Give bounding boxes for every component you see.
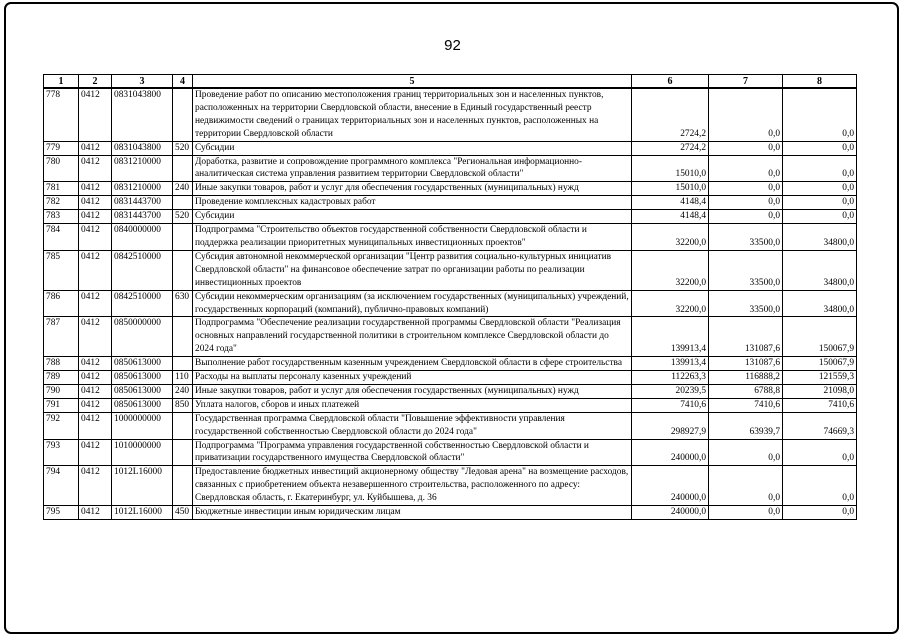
expense-type-cell (173, 466, 193, 506)
section-code-cell: 0412 (79, 182, 112, 196)
amount-col7-cell: 0,0 (709, 196, 783, 210)
amount-col7-cell: 63939,7 (709, 412, 783, 439)
amount-col7-cell: 0,0 (709, 506, 783, 520)
budget-table (43, 74, 857, 520)
amount-col8-cell: 0,0 (783, 466, 857, 506)
table-row (44, 210, 857, 224)
amount-col7-cell: 33500,0 (709, 224, 783, 251)
row-number-cell: 790 (44, 384, 79, 398)
amount-col8-cell: 150067,9 (783, 357, 857, 371)
item-name-cell: Доработка, развитие и сопровождение программного комплекса "Региональная информационно-аналитическая система управления развитием территории Свердловской области" (193, 155, 632, 182)
row-number-cell: 778 (44, 88, 79, 141)
expense-type-cell: 110 (173, 371, 193, 385)
table-row (44, 317, 857, 357)
expense-type-cell (173, 439, 193, 466)
item-name-cell: Проведение работ по описанию местоположения границ территориальных зон и населенных пунктов, расположенных на территории Свердловской области, внесение в Единый государственный реестр недвижимости сведений о границах территориальных зон и населенных пунктов, расположенных на территории Свердловской области (193, 88, 632, 141)
section-code-cell: 0412 (79, 384, 112, 398)
amount-col7-cell: 0,0 (709, 439, 783, 466)
col-header-6: 6 (632, 75, 709, 89)
amount-col8-cell: 121559,3 (783, 371, 857, 385)
col-header-7: 7 (709, 75, 783, 89)
amount-col8-cell: 34800,0 (783, 250, 857, 290)
table-row (44, 290, 857, 317)
target-article-cell: 0840000000 (112, 224, 173, 251)
table-row (44, 196, 857, 210)
row-number-cell: 782 (44, 196, 79, 210)
target-article-cell: 0831210000 (112, 155, 173, 182)
expense-type-cell (173, 317, 193, 357)
table-row (44, 250, 857, 290)
target-article-cell: 0831210000 (112, 182, 173, 196)
row-number-cell: 784 (44, 224, 79, 251)
target-article-cell: 0850613000 (112, 357, 173, 371)
target-article-cell: 0831043800 (112, 88, 173, 141)
section-code-cell: 0412 (79, 290, 112, 317)
expense-type-cell: 520 (173, 210, 193, 224)
amount-col6-cell: 7410,6 (632, 398, 709, 412)
amount-col6-cell: 112263,3 (632, 371, 709, 385)
item-name-cell: Расходы на выплаты персоналу казенных учреждений (193, 371, 632, 385)
row-number-cell: 785 (44, 250, 79, 290)
amount-col7-cell: 6788,8 (709, 384, 783, 398)
expense-type-cell (173, 412, 193, 439)
col-header-1: 1 (44, 75, 79, 89)
amount-col8-cell: 74669,3 (783, 412, 857, 439)
amount-col7-cell: 131087,6 (709, 357, 783, 371)
section-code-cell: 0412 (79, 371, 112, 385)
item-name-cell: Государственная программа Свердловской области "Повышение эффективности управления государственной собственностью Свердловской области до 2024 года" (193, 412, 632, 439)
section-code-cell: 0412 (79, 439, 112, 466)
item-name-cell: Иные закупки товаров, работ и услуг для обеспечения государственных (муниципальных) нужд (193, 384, 632, 398)
target-article-cell: 1012L16000 (112, 506, 173, 520)
item-name-cell: Предоставление бюджетных инвестиций акционерному обществу "Ледовая арена" на возмещение расходов, связанных с приобретением объекта незавершенного строительства, расположенного по адресу: Свердловская область, г. Екатеринбург, ул. Куйбышева, д. 36 (193, 466, 632, 506)
target-article-cell: 0831443700 (112, 196, 173, 210)
section-code-cell: 0412 (79, 224, 112, 251)
amount-col6-cell: 240000,0 (632, 439, 709, 466)
expense-type-cell: 450 (173, 506, 193, 520)
amount-col8-cell: 150067,9 (783, 317, 857, 357)
target-article-cell: 0831443700 (112, 210, 173, 224)
row-number-cell: 787 (44, 317, 79, 357)
row-number-cell: 786 (44, 290, 79, 317)
section-code-cell: 0412 (79, 155, 112, 182)
amount-col7-cell: 0,0 (709, 182, 783, 196)
row-number-cell: 791 (44, 398, 79, 412)
amount-col7-cell: 131087,6 (709, 317, 783, 357)
amount-col6-cell: 240000,0 (632, 466, 709, 506)
amount-col6-cell: 4148,4 (632, 210, 709, 224)
item-name-cell: Подпрограмма "Строительство объектов государственной собственности Свердловской области и поддержка реализации приоритетных муниципальных инвестиционных проектов" (193, 224, 632, 251)
item-name-cell: Подпрограмма "Программа управления государственной собственностью Свердловской области и приватизации государственного имущества Свердловской области" (193, 439, 632, 466)
col-header-2: 2 (79, 75, 112, 89)
amount-col7-cell: 0,0 (709, 141, 783, 155)
amount-col6-cell: 32200,0 (632, 290, 709, 317)
col-header-5: 5 (193, 75, 632, 89)
amount-col8-cell: 0,0 (783, 141, 857, 155)
amount-col6-cell: 32200,0 (632, 224, 709, 251)
expense-type-cell: 240 (173, 384, 193, 398)
amount-col8-cell: 0,0 (783, 88, 857, 141)
item-name-cell: Выполнение работ государственным казенным учреждением Свердловской области в сфере строительства (193, 357, 632, 371)
amount-col7-cell: 0,0 (709, 88, 783, 141)
amount-col8-cell: 21098,0 (783, 384, 857, 398)
row-number-cell: 795 (44, 506, 79, 520)
amount-col7-cell: 0,0 (709, 210, 783, 224)
section-code-cell: 0412 (79, 506, 112, 520)
amount-col7-cell: 116888,2 (709, 371, 783, 385)
amount-col6-cell: 32200,0 (632, 250, 709, 290)
item-name-cell: Подпрограмма "Обеспечение реализации государственной программы Свердловской области "Реализация основных направлений государственной политики в строительном комплексе Свердловской области до 2024 года" (193, 317, 632, 357)
amount-col6-cell: 240000,0 (632, 506, 709, 520)
amount-col7-cell: 0,0 (709, 155, 783, 182)
target-article-cell: 0831043800 (112, 141, 173, 155)
target-article-cell: 1000000000 (112, 412, 173, 439)
section-code-cell: 0412 (79, 466, 112, 506)
section-code-cell: 0412 (79, 317, 112, 357)
amount-col6-cell: 2724,2 (632, 88, 709, 141)
amount-col7-cell: 33500,0 (709, 290, 783, 317)
row-number-cell: 794 (44, 466, 79, 506)
col-header-4: 4 (173, 75, 193, 89)
target-article-cell: 0850613000 (112, 398, 173, 412)
amount-col8-cell: 0,0 (783, 210, 857, 224)
expense-type-cell (173, 155, 193, 182)
table-row (44, 224, 857, 251)
row-number-cell: 781 (44, 182, 79, 196)
expense-type-cell (173, 88, 193, 141)
table-row (44, 412, 857, 439)
expense-type-cell: 850 (173, 398, 193, 412)
amount-col8-cell: 7410,6 (783, 398, 857, 412)
expense-type-cell (173, 196, 193, 210)
target-article-cell: 0842510000 (112, 250, 173, 290)
table-row (44, 384, 857, 398)
amount-col6-cell: 15010,0 (632, 182, 709, 196)
row-number-cell: 789 (44, 371, 79, 385)
amount-col8-cell: 0,0 (783, 439, 857, 466)
item-name-cell: Субсидия автономной некоммерческой организации "Центр развития социально-культурных инициатив Свердловской области" на финансовое обеспечение затрат по организации работы по реализации инвестиционных проектов (193, 250, 632, 290)
col-header-8: 8 (783, 75, 857, 89)
target-article-cell: 0850613000 (112, 384, 173, 398)
amount-col7-cell: 0,0 (709, 466, 783, 506)
amount-col6-cell: 139913,4 (632, 357, 709, 371)
section-code-cell: 0412 (79, 250, 112, 290)
table-row (44, 155, 857, 182)
row-number-cell: 793 (44, 439, 79, 466)
row-number-cell: 780 (44, 155, 79, 182)
row-number-cell: 792 (44, 412, 79, 439)
expense-type-cell (173, 224, 193, 251)
section-code-cell: 0412 (79, 357, 112, 371)
amount-col6-cell: 4148,4 (632, 196, 709, 210)
target-article-cell: 0842510000 (112, 290, 173, 317)
amount-col8-cell: 0,0 (783, 182, 857, 196)
target-article-cell: 1012L16000 (112, 466, 173, 506)
item-name-cell: Проведение комплексных кадастровых работ (193, 196, 632, 210)
row-number-cell: 779 (44, 141, 79, 155)
table-row (44, 141, 857, 155)
row-number-cell: 783 (44, 210, 79, 224)
col-header-3: 3 (112, 75, 173, 89)
amount-col8-cell: 0,0 (783, 196, 857, 210)
amount-col8-cell: 34800,0 (783, 290, 857, 317)
amount-col6-cell: 139913,4 (632, 317, 709, 357)
expense-type-cell: 240 (173, 182, 193, 196)
item-name-cell: Бюджетные инвестиции иным юридическим лицам (193, 506, 632, 520)
item-name-cell: Субсидии (193, 210, 632, 224)
amount-col6-cell: 298927,9 (632, 412, 709, 439)
target-article-cell: 1010000000 (112, 439, 173, 466)
item-name-cell: Уплата налогов, сборов и иных платежей (193, 398, 632, 412)
table-row (44, 506, 857, 520)
amount-col6-cell: 2724,2 (632, 141, 709, 155)
target-article-cell: 0850000000 (112, 317, 173, 357)
page-number: 92 (444, 37, 461, 54)
table-row (44, 182, 857, 196)
table-row (44, 466, 857, 506)
row-number-cell: 788 (44, 357, 79, 371)
section-code-cell: 0412 (79, 398, 112, 412)
item-name-cell: Иные закупки товаров, работ и услуг для обеспечения государственных (муниципальных) нужд (193, 182, 632, 196)
expense-type-cell: 630 (173, 290, 193, 317)
table-row (44, 371, 857, 385)
section-code-cell: 0412 (79, 196, 112, 210)
table-row (44, 88, 857, 141)
item-name-cell: Субсидии некоммерческим организациям (за исключением государственных (муниципальных) учреждений, государственных корпораций (компаний), публично-правовых компаний) (193, 290, 632, 317)
section-code-cell: 0412 (79, 210, 112, 224)
expense-type-cell (173, 357, 193, 371)
item-name-cell: Субсидии (193, 141, 632, 155)
amount-col6-cell: 15010,0 (632, 155, 709, 182)
amount-col7-cell: 33500,0 (709, 250, 783, 290)
section-code-cell: 0412 (79, 412, 112, 439)
amount-col7-cell: 7410,6 (709, 398, 783, 412)
expense-type-cell: 520 (173, 141, 193, 155)
amount-col8-cell: 0,0 (783, 155, 857, 182)
target-article-cell: 0850613000 (112, 371, 173, 385)
section-code-cell: 0412 (79, 88, 112, 141)
amount-col8-cell: 0,0 (783, 506, 857, 520)
table-row (44, 357, 857, 371)
section-code-cell: 0412 (79, 141, 112, 155)
header-row (44, 75, 857, 89)
amount-col8-cell: 34800,0 (783, 224, 857, 251)
table-row (44, 439, 857, 466)
table-row (44, 398, 857, 412)
amount-col6-cell: 20239,5 (632, 384, 709, 398)
expense-type-cell (173, 250, 193, 290)
